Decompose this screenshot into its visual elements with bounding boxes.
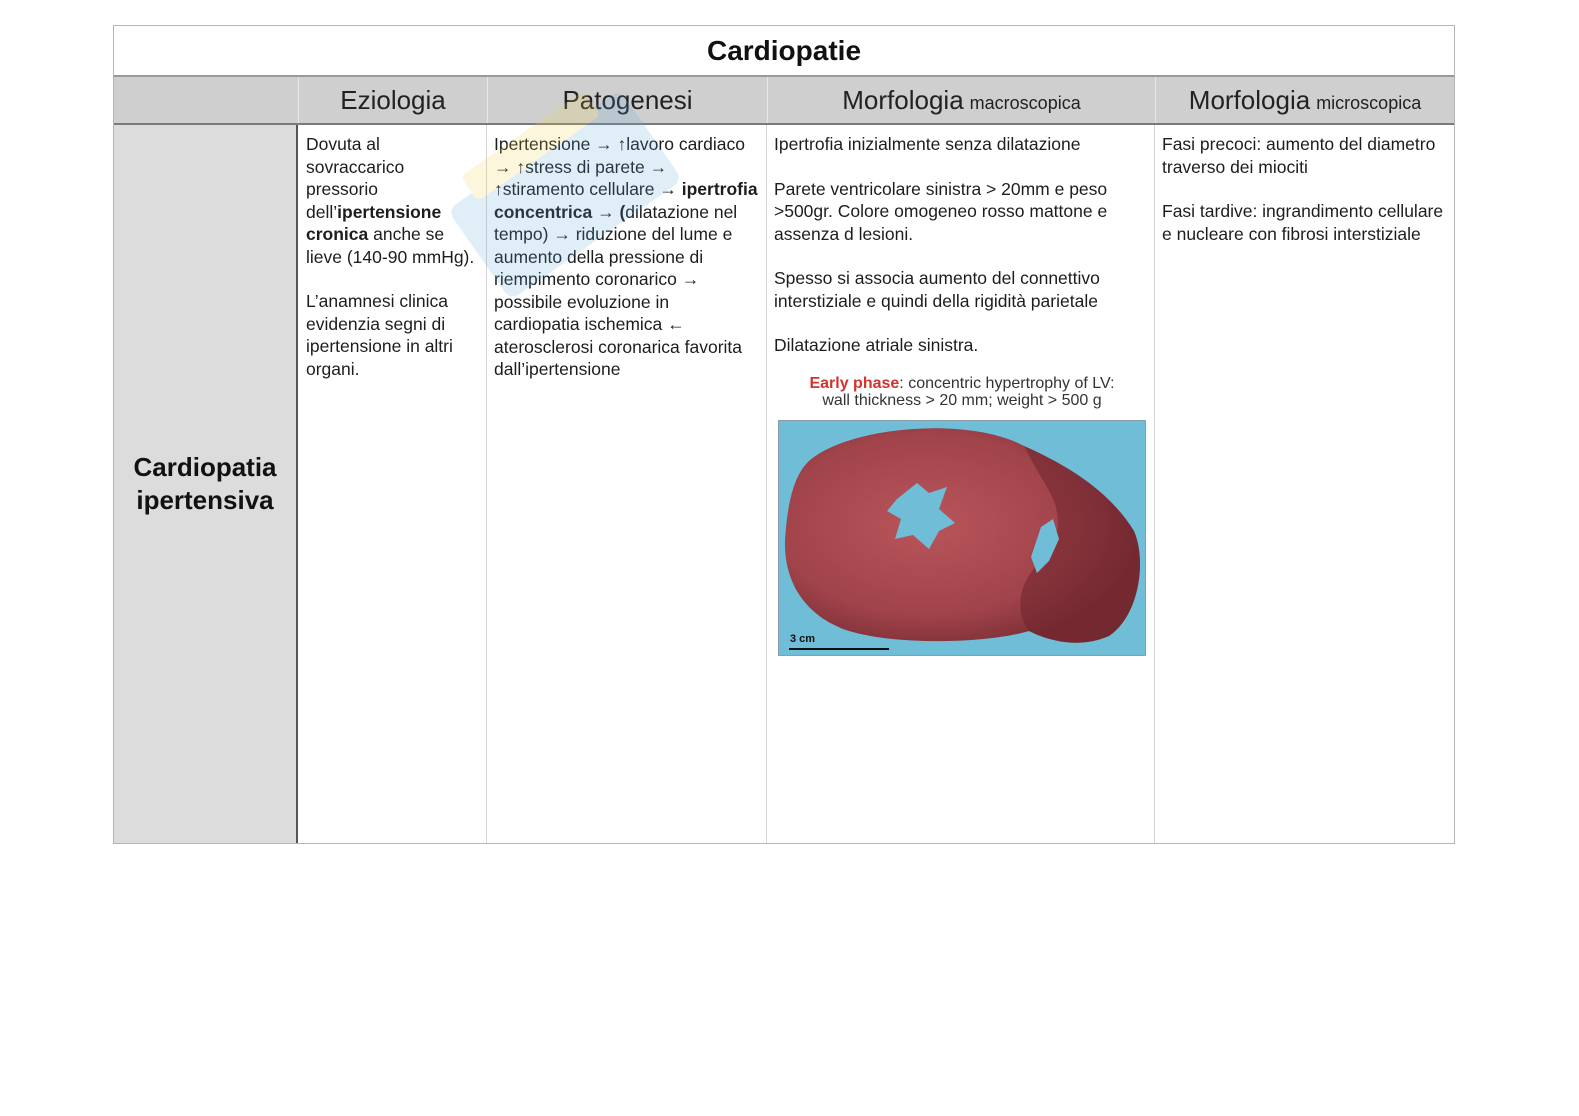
cell-eziologia	[298, 125, 486, 843]
table-title: Cardiopatie	[114, 26, 1454, 77]
eziologia-text-bold: ipertensione cronica	[306, 201, 442, 244]
header-row	[114, 77, 1454, 125]
row-label-line2: ipertensiva	[136, 485, 274, 515]
scale-bar	[789, 648, 889, 650]
header-patogenesi-label: Patogenesi	[562, 84, 693, 115]
eziologia-paragraph-1	[306, 133, 478, 268]
row-label-line1: Cardiopatia	[133, 452, 277, 482]
header-morfologia-macro-sub: macroscopica	[969, 92, 1081, 113]
figure-caption	[778, 375, 1146, 409]
header-empty-cell	[114, 77, 298, 123]
macro-paragraph-3: Spesso si associa aumento del connettivo interstiziale e quindi della rigidità parietale	[774, 268, 1100, 311]
header-morfologia-macro	[767, 77, 1155, 123]
patogenesi-paragraph	[494, 133, 758, 381]
eziologia-text-a: Dovuta al sovraccarico pressorio dell’	[306, 134, 405, 222]
header-eziologia	[298, 77, 487, 123]
cardiopatie-table	[113, 25, 1455, 844]
cell-morfologia-microscopica	[1154, 125, 1454, 843]
header-morfologia-macro-label: Morfologia	[842, 84, 964, 115]
header-morfologia-micro	[1155, 77, 1454, 123]
macro-paragraph-4: Dilatazione atriale sinistra.	[774, 335, 979, 355]
figure-caption-line2: wall thickness > 20 mm; weight > 500 g	[822, 392, 1102, 409]
header-morfologia-micro-sub: microscopica	[1316, 92, 1422, 113]
patogenesi-text-c: dilatazione nel tempo) → riduzione del lume e aumento della pressione di riempimento coronarico → possibile evoluzione in cardiopatia ischemica ← aterosclerosi coronarica favorita dall’ipertensione	[494, 201, 743, 379]
eziologia-paragraph-2: L’anamnesi clinica evidenzia segni di ipertensione in altri organi.	[306, 291, 453, 379]
header-morfologia-micro-label: Morfologia	[1188, 84, 1311, 115]
heart-cross-section-photo	[778, 420, 1146, 656]
figure-caption-accent: Early phase	[809, 375, 900, 392]
heart-figure	[778, 375, 1146, 656]
scale-label: 3 cm	[790, 633, 816, 645]
micro-paragraph-2: Fasi tardive: ingrandimento cellulare e nucleare con fibrosi interstiziale	[1162, 201, 1444, 244]
header-eziologia-label: Eziologia	[340, 84, 446, 115]
heart-section-illustration	[779, 421, 1145, 655]
patogenesi-text-bold: ipertrofia concentrica → (	[494, 179, 758, 222]
figure-caption-rest: : concentric hypertrophy of LV:	[899, 375, 1115, 392]
macro-paragraph-1: Ipertrofia inizialmente senza dilatazione	[774, 134, 1081, 154]
eziologia-text-c: anche se lieve (140-90 mmHg).	[306, 224, 475, 267]
cell-patogenesi	[486, 125, 766, 843]
header-patogenesi	[487, 77, 767, 123]
micro-paragraph-1: Fasi precoci: aumento del diametro traverso dei miociti	[1162, 134, 1436, 177]
patogenesi-text-a: Ipertensione → ↑lavoro cardiaco → ↑stress di parete → ↑stiramento cellulare →	[494, 134, 745, 199]
row-label-cardiopatia-ipertensiva	[114, 125, 298, 843]
macro-paragraph-2: Parete ventricolare sinistra > 20mm e peso >500gr. Colore omogeneo rosso mattone e assenza d lesioni.	[774, 178, 1108, 244]
